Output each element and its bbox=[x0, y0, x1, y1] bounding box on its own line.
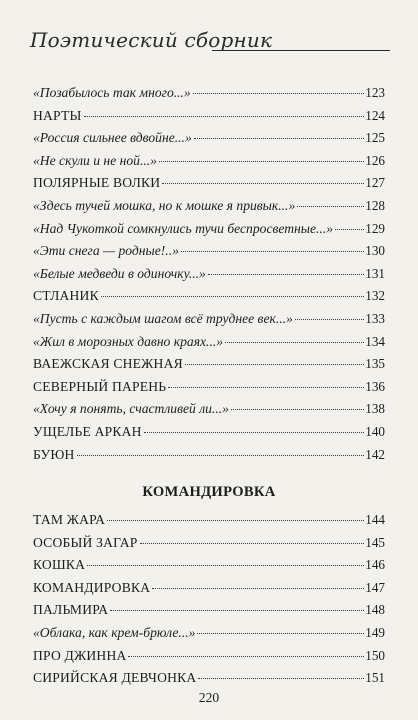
toc-entry bbox=[33, 622, 385, 645]
toc-entry-page: 125 bbox=[365, 130, 385, 146]
toc-entry-title: ОСОБЫЙ ЗАГАР bbox=[33, 534, 138, 550]
toc-entry-title: ПРО ДЖИННА bbox=[33, 647, 127, 663]
dot-leader bbox=[152, 588, 364, 589]
toc-entry-title: ПАЛЬМИРА bbox=[33, 602, 109, 618]
toc-entry-page: 150 bbox=[365, 647, 385, 663]
dot-leader bbox=[225, 342, 364, 343]
toc-entry bbox=[33, 82, 385, 105]
dot-leader bbox=[297, 206, 364, 207]
dot-leader bbox=[198, 678, 364, 679]
toc-entry bbox=[33, 263, 385, 286]
dot-leader bbox=[77, 455, 365, 456]
toc-entry-title: ТАМ ЖАРА bbox=[33, 512, 106, 527]
toc-entry-page: 144 bbox=[365, 512, 385, 527]
dot-leader bbox=[181, 251, 364, 252]
toc-entry bbox=[33, 105, 385, 128]
toc-entry bbox=[33, 667, 385, 690]
toc-entry-page: 130 bbox=[365, 243, 385, 259]
toc-entry-page: 148 bbox=[365, 602, 385, 618]
toc-entry bbox=[33, 127, 385, 150]
toc-entry-page: 146 bbox=[365, 557, 385, 573]
toc-entry-page: 151 bbox=[365, 670, 385, 686]
toc-list-part1 bbox=[33, 82, 385, 466]
toc-entry-page: 124 bbox=[365, 107, 385, 123]
toc-entry-title: «Эти снега — родные!..» bbox=[33, 243, 179, 259]
toc-entry-title: «Белые медведи в одиночку...» bbox=[33, 265, 206, 281]
toc-entry-title: «Облака, как крем-брюле...» bbox=[33, 624, 196, 640]
dot-leader bbox=[295, 319, 364, 320]
toc-entry bbox=[33, 398, 385, 421]
toc-entry-title: СИРИЙСКАЯ ДЕВЧОНКА bbox=[33, 670, 197, 686]
toc-entry-page: 149 bbox=[365, 624, 385, 640]
toc-entry-page: 133 bbox=[365, 310, 385, 326]
dot-leader bbox=[87, 565, 364, 566]
page-number: 220 bbox=[198, 690, 220, 705]
toc-entry-page: 140 bbox=[365, 423, 385, 439]
dot-leader bbox=[335, 229, 364, 230]
toc-entry-title: КОМАНДИРОВКА bbox=[33, 579, 151, 595]
dot-leader bbox=[197, 633, 364, 634]
toc-entry-title: «Не скули и не ной...» bbox=[33, 152, 157, 168]
toc-entry bbox=[33, 421, 385, 444]
dot-leader bbox=[128, 656, 364, 657]
toc-entry-title: «Жил в морозных давно краях...» bbox=[33, 333, 224, 349]
toc-entry-title: СТЛАНИК bbox=[33, 288, 99, 304]
dot-leader bbox=[208, 274, 364, 275]
toc-entry-title: ВАЕЖСКАЯ СНЕЖНАЯ bbox=[33, 356, 183, 372]
toc-entry-title: «Позабылось так много...» bbox=[33, 85, 191, 100]
toc-entry bbox=[33, 599, 385, 622]
toc-entry-title: СЕВЕРНЫЙ ПАРЕНЬ bbox=[33, 378, 167, 394]
toc-entry-page: 132 bbox=[365, 288, 385, 304]
dot-leader bbox=[185, 364, 364, 365]
toc-entry bbox=[33, 218, 385, 241]
toc-entry-page: 129 bbox=[365, 220, 385, 236]
dot-leader bbox=[159, 161, 364, 162]
dot-leader bbox=[140, 543, 365, 544]
toc-entry-title: УЩЕЛЬЕ АРКАН bbox=[33, 423, 142, 439]
running-head bbox=[30, 28, 390, 58]
toc-entry-page: 145 bbox=[365, 534, 385, 550]
dot-leader bbox=[144, 432, 365, 433]
dot-leader bbox=[110, 610, 364, 611]
toc-entry bbox=[33, 308, 385, 331]
toc-entry bbox=[33, 532, 385, 555]
running-head-title: Поэтический сборник bbox=[30, 28, 273, 52]
toc-entry-page: 128 bbox=[365, 197, 385, 213]
toc-entry-page: 134 bbox=[365, 333, 385, 349]
toc-entry-title: «Пусть с каждым шагом всё труднее век...» bbox=[33, 310, 293, 326]
toc-entry bbox=[33, 645, 385, 668]
toc-entry-page: 136 bbox=[365, 378, 385, 394]
dot-leader bbox=[101, 296, 364, 297]
dot-leader bbox=[193, 93, 364, 94]
dot-leader bbox=[84, 116, 365, 117]
toc-entry-page: 147 bbox=[365, 579, 385, 595]
toc-entry-page: 123 bbox=[365, 85, 385, 100]
toc-entry-page: 138 bbox=[365, 401, 385, 417]
toc-entry-page: 131 bbox=[365, 265, 385, 281]
toc-entry bbox=[33, 509, 385, 532]
toc-entry bbox=[33, 331, 385, 354]
toc-list-part2 bbox=[33, 509, 385, 690]
toc-entry bbox=[33, 285, 385, 308]
running-head-rule bbox=[212, 50, 390, 51]
toc-entry bbox=[33, 195, 385, 218]
dot-leader bbox=[194, 138, 364, 139]
toc-entry bbox=[33, 240, 385, 263]
toc-entry bbox=[33, 376, 385, 399]
toc-entry-title: НАРТЫ bbox=[33, 107, 82, 123]
toc-entry-page: 135 bbox=[365, 356, 385, 372]
dot-leader bbox=[231, 409, 364, 410]
toc-entry-title: БУЮН bbox=[33, 446, 75, 462]
dot-leader bbox=[162, 183, 364, 184]
toc-entry bbox=[33, 554, 385, 577]
toc-entry bbox=[33, 577, 385, 600]
toc-entry bbox=[33, 353, 385, 376]
toc-entry-title: ПОЛЯРНЫЕ ВОЛКИ bbox=[33, 175, 161, 191]
section-title: КОМАНДИРОВКА bbox=[142, 484, 276, 500]
toc-entry-page: 126 bbox=[365, 152, 385, 168]
toc-entry-title: «Здесь тучей мошка, но к мошке я привык...» bbox=[33, 197, 296, 213]
toc-entry-title: «Россия сильнее вдвойне...» bbox=[33, 130, 192, 146]
toc-entry-title: КОШКА bbox=[33, 557, 86, 573]
toc-entry-page: 127 bbox=[365, 175, 385, 191]
toc-entry-page: 142 bbox=[365, 446, 385, 462]
toc-entry-title: «Хочу я понять, счастливей ли...» bbox=[33, 401, 229, 417]
toc-entry-title: «Над Чукоткой сомкнулись тучи беспросветные...» bbox=[33, 220, 334, 236]
toc-entry bbox=[33, 172, 385, 195]
dot-leader bbox=[168, 387, 364, 388]
toc-entry bbox=[33, 444, 385, 467]
toc-entry bbox=[33, 150, 385, 173]
dot-leader bbox=[107, 520, 364, 521]
